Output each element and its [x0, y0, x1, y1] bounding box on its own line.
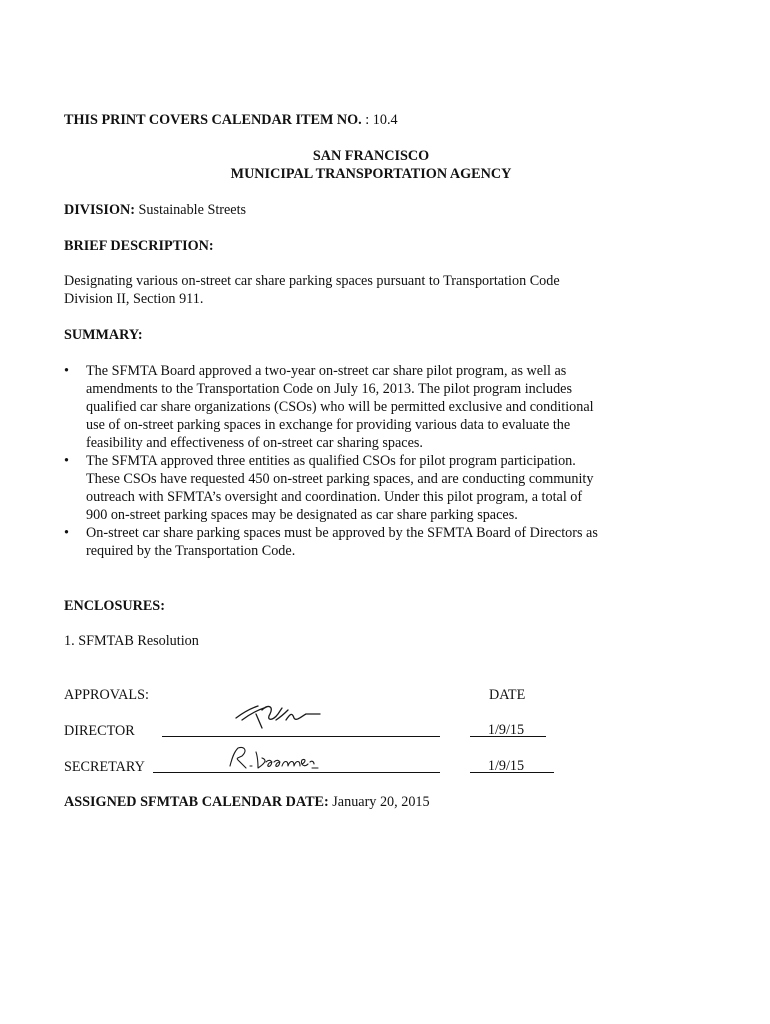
summary-bullet-item	[64, 524, 664, 560]
calendar-item-number: 10.4	[372, 112, 398, 128]
bullet-line: 900 on-street parking spaces may be designated as car share parking spaces.	[86, 507, 518, 523]
secretary-label: SECRETARY	[64, 759, 145, 775]
enclosure-item: 1. SFMTAB Resolution	[64, 633, 199, 649]
division-line	[64, 201, 246, 219]
assigned-date-line	[64, 793, 430, 811]
enclosures-heading	[64, 597, 165, 615]
assigned-date-value: January 20, 2015	[332, 794, 430, 810]
bullet-line: qualified car share organizations (CSOs) who will be permitted exclusive and conditional	[86, 399, 594, 415]
summary-bullet-list	[64, 362, 664, 560]
summary-heading-text: SUMMARY:	[64, 327, 143, 343]
brief-description-heading	[64, 237, 214, 255]
agency-title-line1: SAN FRANCISCO	[312, 148, 430, 164]
assigned-date-label: ASSIGNED SFMTAB CALENDAR DATE:	[64, 794, 329, 810]
summary-heading	[64, 326, 143, 344]
director-date: 1/9/15	[487, 722, 525, 738]
approvals-label: APPROVALS:	[64, 687, 149, 703]
bullet-line: On-street car share parking spaces must be approved by the SFMTA Board of Directors as	[86, 525, 598, 541]
bullet-line: outreach with SFMTA’s oversight and coordination. Under this pilot program, a total of	[86, 489, 583, 505]
bullet-line: required by the Transportation Code.	[86, 543, 296, 559]
calendar-item-separator: :	[361, 112, 373, 128]
director-label: DIRECTOR	[64, 723, 135, 739]
bullet-icon: •	[64, 525, 69, 541]
bullet-icon: •	[64, 453, 69, 469]
summary-bullet-item	[64, 452, 664, 524]
secretary-date: 1/9/15	[487, 758, 525, 774]
director-signature-icon	[232, 700, 324, 730]
bullet-icon: •	[64, 363, 69, 379]
bullet-line: The SFMTA approved three entities as qualified CSOs for pilot program participation.	[86, 453, 576, 469]
division-label: DIVISION:	[64, 202, 135, 218]
brief-description-line: Designating various on-street car share parking spaces pursuant to Transportation Code	[64, 273, 560, 289]
enclosures-heading-text: ENCLOSURES:	[64, 598, 165, 614]
bullet-line: The SFMTA Board approved a two-year on-street car share pilot program, as well as	[86, 363, 567, 379]
director-signature-line	[162, 736, 440, 737]
bullet-line: use of on-street parking spaces in exchange for providing various data to evaluate the	[86, 417, 571, 433]
secretary-signature-icon	[224, 744, 320, 774]
summary-bullet-item	[64, 362, 664, 452]
bullet-line: These CSOs have requested 450 on-street parking spaces, and are conducting community	[86, 471, 594, 487]
bullet-line: feasibility and effectiveness of on-street car sharing spaces.	[86, 435, 423, 451]
agency-title-line2: MUNICIPAL TRANSPORTATION AGENCY	[230, 166, 512, 182]
calendar-item-label: THIS PRINT COVERS CALENDAR ITEM NO.	[64, 112, 362, 128]
calendar-item-line	[64, 111, 398, 129]
date-column-label: DATE	[489, 687, 526, 703]
brief-description-body	[64, 272, 664, 308]
bullet-line: amendments to the Transportation Code on July 16, 2013. The pilot program includes	[86, 381, 573, 397]
brief-description-line: Division II, Section 911.	[64, 291, 204, 307]
division-value: Sustainable Streets	[138, 202, 247, 218]
brief-description-heading-text: BRIEF DESCRIPTION:	[64, 238, 214, 254]
